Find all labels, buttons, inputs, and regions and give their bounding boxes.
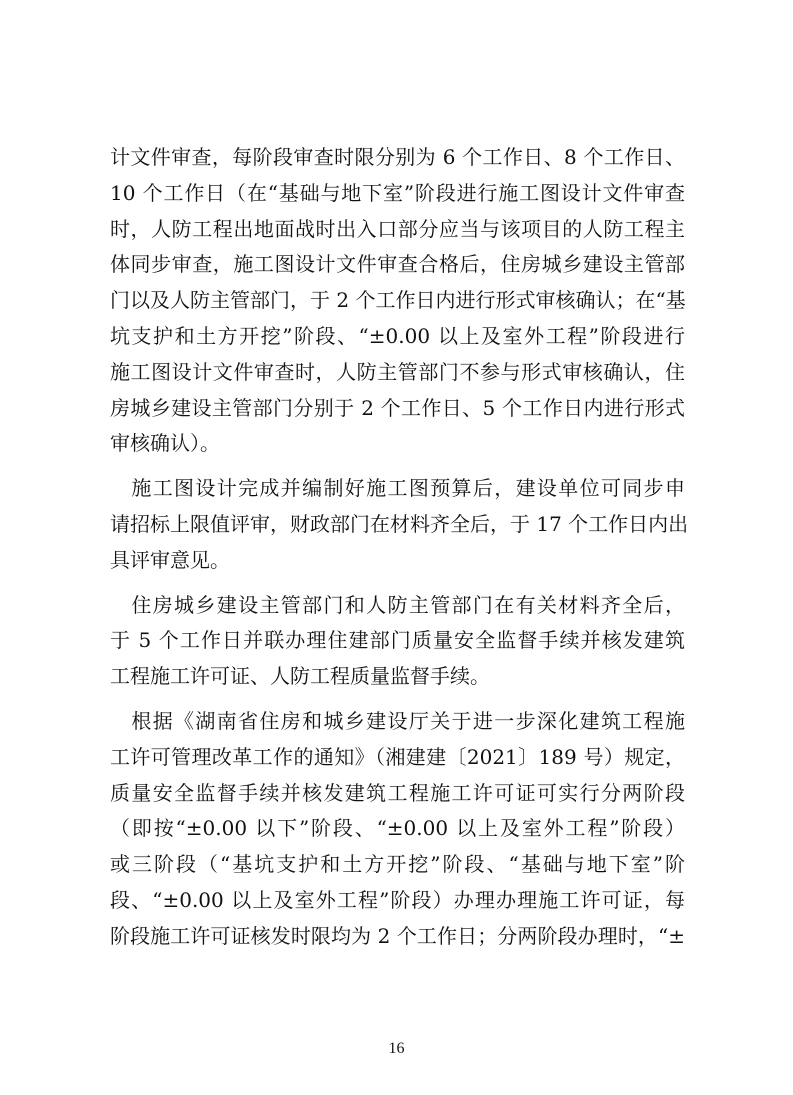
text-line: 门以及人防主管部门，于 2 个工作日内进行形式审核确认；在“基	[110, 288, 686, 313]
text-line: 坑支护和土方开挖”阶段、“±0.00 以上及室外工程”阶段进行	[110, 323, 685, 348]
paragraph-review-time-limits	[110, 140, 685, 462]
body-text	[110, 140, 689, 955]
text-line: 工许可管理改革工作的通知》（湘建建〔2021〕189 号）规定，	[110, 744, 685, 769]
paragraph-supervision-procedures	[110, 588, 685, 695]
text-line: 审核确认）。	[110, 431, 220, 456]
text-line: 施工图设计完成并编制好施工图预算后，建设单位可同步申	[110, 476, 685, 501]
text-line: 质量安全监督手续并核发建筑工程施工许可证可实行分两阶段	[110, 780, 685, 805]
text-line: 体同步审查，施工图设计文件审查合格后，住房城乡建设主管部	[110, 252, 685, 277]
text-line: 10 个工作日（在“基础与地下室”阶段进行施工图设计文件审查	[110, 180, 685, 205]
text-line: （即按“±0.00 以下”阶段、“±0.00 以上及室外工程”阶段）	[110, 816, 685, 841]
paragraph-gap	[110, 695, 685, 704]
text-line: 施工图设计文件审查时，人防主管部门不参与形式审核确认，住	[110, 359, 685, 384]
paragraph-gap	[110, 462, 685, 471]
paragraph-gap	[110, 579, 685, 588]
text-line: 根据《湖南省住房和城乡建设厅关于进一步深化建筑工程施	[110, 708, 685, 733]
text-line: 请招标上限值评审，财政部门在材料齐全后，于 17 个工作日内出	[110, 511, 689, 536]
text-line: 具评审意见。	[110, 547, 230, 572]
text-line: 住房城乡建设主管部门和人防主管部门在有关材料齐全后，	[110, 592, 685, 617]
text-line: 工程施工许可证、人防工程质量监督手续。	[110, 664, 490, 689]
text-line: 计文件审查，每阶段审查时限分别为 6 个工作日、8 个工作日、	[110, 145, 685, 169]
text-line: 房城乡建设主管部门分别于 2 个工作日、5 个工作日内进行形式	[110, 395, 685, 420]
text-line: 时，人防工程出地面战时出入口部分应当与该项目的人防工程主	[110, 216, 685, 241]
text-line: 或三阶段（“基坑支护和土方开挖”阶段、“基础与地下室”阶	[110, 852, 685, 877]
text-line: 于 5 个工作日并联办理住建部门质量安全监督手续并核发建筑	[110, 628, 685, 653]
paragraph-permit-stages	[110, 704, 685, 955]
text-line: 阶段施工许可证核发时限均为 2 个工作日；分两阶段办理时，“±	[110, 923, 685, 948]
text-line: 段、“±0.00 以上及室外工程”阶段）办理办理施工许可证，每	[110, 887, 685, 912]
page-number: 16	[388, 1040, 405, 1057]
paragraph-budget-review	[110, 471, 689, 578]
